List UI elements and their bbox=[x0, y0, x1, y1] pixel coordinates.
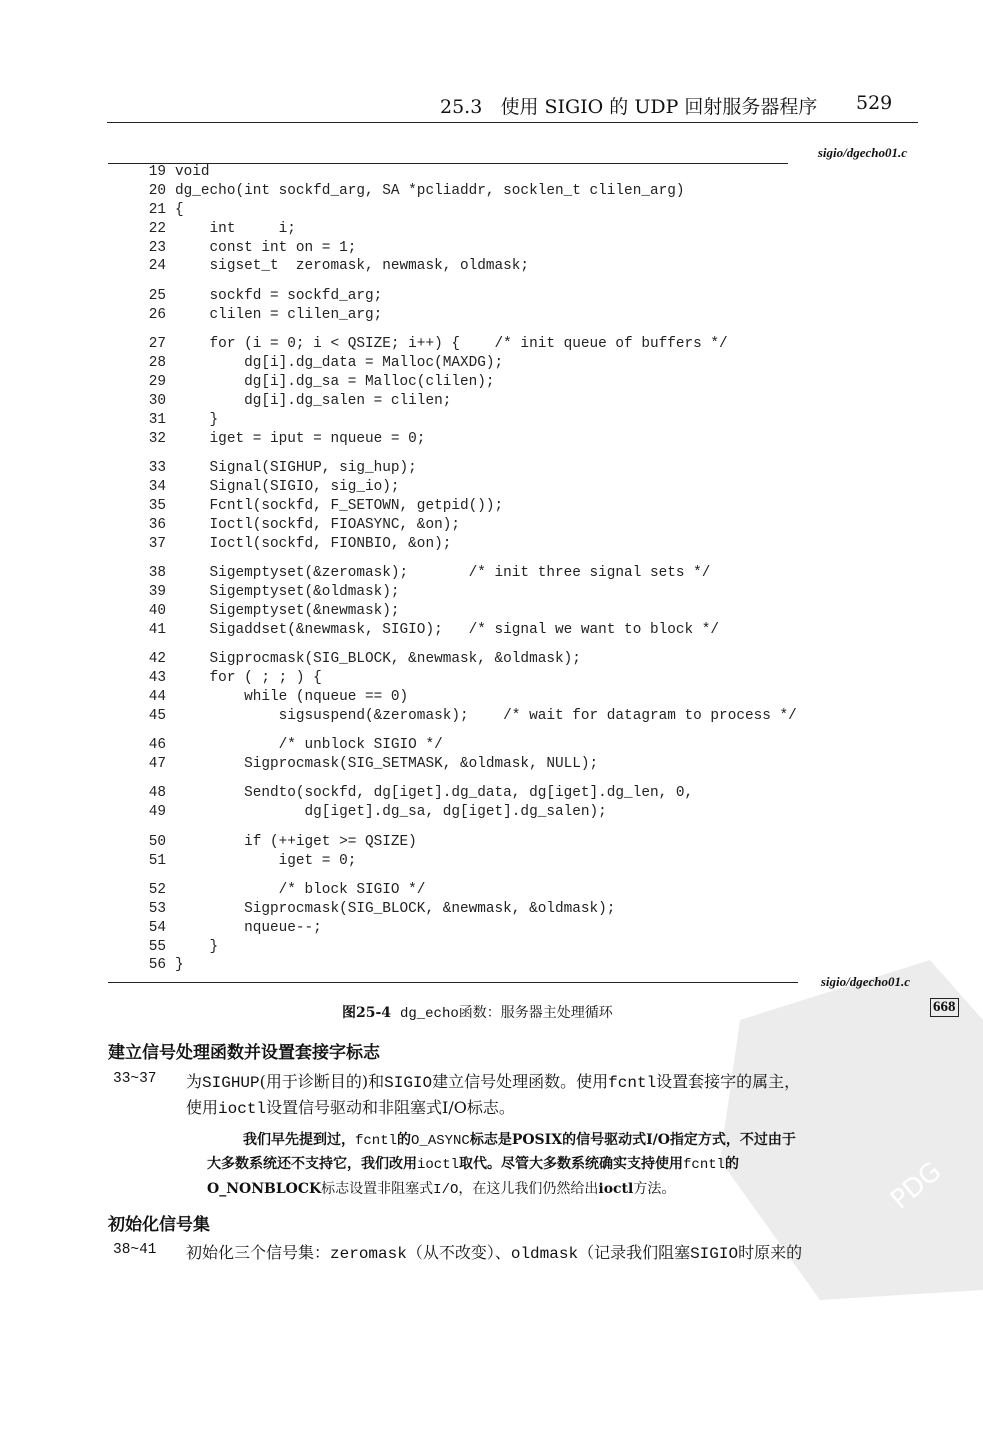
note-line-2 bbox=[207, 1153, 739, 1173]
line-number: 38 bbox=[148, 564, 166, 581]
figure-caption bbox=[342, 1002, 613, 1022]
running-header bbox=[440, 92, 817, 119]
code-line bbox=[140, 459, 797, 478]
line-number: 26 bbox=[148, 306, 166, 323]
code-term: O_ASYNC bbox=[411, 1133, 470, 1149]
line-number: 43 bbox=[148, 669, 166, 686]
line-number: 37 bbox=[148, 535, 166, 552]
line-number: 31 bbox=[148, 411, 166, 428]
section-number: 25.3 bbox=[440, 96, 483, 118]
line-number: 47 bbox=[148, 755, 166, 772]
line-number: 46 bbox=[148, 737, 166, 754]
text-segment: 初始化三个信号集： bbox=[186, 1243, 331, 1262]
figure-label: 图25-4 bbox=[342, 1005, 392, 1021]
code-term: zeromask bbox=[330, 1245, 407, 1263]
code-line bbox=[140, 373, 797, 392]
line-number: 50 bbox=[148, 833, 166, 850]
code-text: sockfd = sockfd_arg; bbox=[175, 287, 383, 304]
code-line bbox=[140, 220, 797, 239]
code-term: ioctl bbox=[417, 1157, 460, 1173]
code-line bbox=[140, 478, 797, 497]
caption-function: dg_echo bbox=[399, 1006, 459, 1022]
code-text: } bbox=[175, 411, 219, 428]
line-number: 41 bbox=[148, 621, 166, 638]
file-label-bottom: sigio/dgecho01.c bbox=[820, 974, 910, 989]
text-segment: 设置套接字的属主， bbox=[656, 1072, 801, 1091]
code-line bbox=[140, 956, 797, 975]
code-line bbox=[140, 411, 797, 430]
caption-text: 函数：服务器主处理循环 bbox=[458, 1005, 613, 1021]
text-segment: 取代。尽管大多数系统确实支持使用 bbox=[459, 1156, 684, 1172]
line-number: 19 bbox=[148, 164, 166, 180]
file-label-top: sigio/dgecho01.c bbox=[817, 145, 907, 160]
code-text: if (++iget >= QSIZE) bbox=[175, 833, 417, 850]
code-term: SIGIO bbox=[690, 1245, 739, 1263]
code-line bbox=[140, 852, 797, 871]
line-number: 22 bbox=[148, 220, 166, 237]
section-heading-1: 建立信号处理函数并设置套接字标志 bbox=[108, 1043, 380, 1063]
line-number: 42 bbox=[148, 650, 166, 667]
code-text: Sigemptyset(&oldmask); bbox=[175, 583, 400, 600]
para-1-line-1 bbox=[186, 1069, 800, 1092]
code-bottom-rule bbox=[108, 982, 798, 983]
line-number: 27 bbox=[148, 336, 166, 353]
text-segment: 我们早先提到过， bbox=[243, 1132, 355, 1148]
line-number: 51 bbox=[148, 852, 166, 869]
header-rule bbox=[107, 122, 918, 123]
code-line bbox=[140, 784, 797, 803]
code-term: fcntl bbox=[608, 1074, 657, 1092]
code-text: dg[i].dg_sa = Malloc(clilen); bbox=[175, 373, 495, 390]
code-term: SIGIO bbox=[384, 1074, 433, 1092]
code-line bbox=[140, 707, 797, 726]
line-number: 52 bbox=[148, 881, 166, 898]
code-text: void bbox=[175, 164, 210, 180]
code-line bbox=[140, 430, 797, 449]
code-line bbox=[140, 919, 797, 938]
code-text: dg[i].dg_salen = clilen; bbox=[175, 392, 452, 409]
text-segment: （记录我们阻塞 bbox=[578, 1243, 691, 1262]
page-number: 529 bbox=[856, 92, 893, 114]
line-number: 32 bbox=[148, 430, 166, 447]
code-text: for ( ; ; ) { bbox=[175, 669, 322, 686]
line-number: 34 bbox=[148, 478, 166, 495]
line-number: 25 bbox=[148, 287, 166, 304]
line-number: 40 bbox=[148, 602, 166, 619]
code-text: int i; bbox=[175, 220, 296, 237]
code-text: Sigaddset(&newmask, SIGIO); /* signal we want to block */ bbox=[175, 621, 720, 638]
code-line bbox=[140, 564, 797, 583]
text-segment: 的 bbox=[397, 1132, 412, 1148]
line-ref-2: 38~41 bbox=[113, 1242, 157, 1258]
code-text: while (nqueue == 0) bbox=[175, 688, 409, 705]
code-term: 方法。 bbox=[633, 1182, 676, 1198]
code-line bbox=[140, 688, 797, 707]
code-line bbox=[140, 621, 797, 640]
code-text: Sigprocmask(SIG_BLOCK, &newmask, &oldmask); bbox=[175, 900, 616, 917]
code-text: Signal(SIGIO, sig_io); bbox=[175, 478, 400, 495]
section-heading-2: 初始化信号集 bbox=[108, 1215, 210, 1235]
text-segment: (用于诊断目的)和 bbox=[259, 1072, 385, 1091]
code-text: Sigprocmask(SIG_BLOCK, &newmask, &oldmask); bbox=[175, 650, 581, 667]
margin-page-ref: 668 bbox=[930, 998, 959, 1017]
code-term: 标志设置非阻塞式I/O，在这儿我们仍然给出 bbox=[321, 1182, 599, 1198]
code-text: for (i = 0; i < QSIZE; i++) { /* init queue of buffers */ bbox=[175, 336, 728, 353]
code-text: Sendto(sockfd, dg[iget].dg_data, dg[iget].dg_len, 0, bbox=[175, 785, 694, 802]
code-line bbox=[140, 257, 797, 276]
line-number: 48 bbox=[148, 785, 166, 802]
code-line bbox=[140, 497, 797, 516]
code-line bbox=[140, 392, 797, 411]
text-segment: 使用 bbox=[186, 1098, 219, 1117]
code-text: Sigemptyset(&zeromask); /* init three signal sets */ bbox=[175, 564, 711, 581]
line-number: 36 bbox=[148, 516, 166, 533]
code-text: dg[i].dg_data = Malloc(MAXDG); bbox=[175, 355, 504, 372]
line-number: 55 bbox=[148, 938, 166, 955]
code-line bbox=[140, 833, 797, 852]
code-line bbox=[140, 602, 797, 621]
code-text: const int on = 1; bbox=[175, 239, 357, 256]
code-text: sigset_t zeromask, newmask, oldmask; bbox=[175, 258, 530, 275]
note-line-1 bbox=[243, 1129, 796, 1149]
code-text: } bbox=[175, 938, 219, 955]
code-text: nqueue--; bbox=[175, 919, 322, 936]
code-line bbox=[140, 335, 797, 354]
line-number: 53 bbox=[148, 900, 166, 917]
code-line bbox=[140, 535, 797, 554]
code-line bbox=[140, 516, 797, 535]
code-term: fcntl bbox=[355, 1133, 398, 1149]
code-line bbox=[140, 306, 797, 325]
line-number: 45 bbox=[148, 707, 166, 724]
line-number: 24 bbox=[148, 258, 166, 275]
line-number: 35 bbox=[148, 497, 166, 514]
code-text: dg[iget].dg_sa, dg[iget].dg_salen); bbox=[175, 804, 607, 821]
code-text: iget = iput = nqueue = 0; bbox=[175, 430, 426, 447]
code-line bbox=[140, 583, 797, 602]
code-term: SIGHUP bbox=[202, 1074, 260, 1092]
section-title: 使用 SIGIO 的 UDP 回射服务器程序 bbox=[500, 96, 818, 118]
text-segment: 建立信号处理函数。使用 bbox=[432, 1072, 609, 1091]
text-segment: ioctl bbox=[598, 1181, 634, 1197]
code-line bbox=[140, 900, 797, 919]
text-segment: 设置信号驱动和非阻塞式I/O标志。 bbox=[266, 1098, 515, 1117]
code-text: /* unblock SIGIO */ bbox=[175, 737, 443, 754]
code-text: /* block SIGIO */ bbox=[175, 881, 426, 898]
code-text: Ioctl(sockfd, FIOASYNC, &on); bbox=[175, 516, 460, 533]
line-number: 30 bbox=[148, 392, 166, 409]
text-segment: 的 bbox=[725, 1156, 740, 1172]
code-line bbox=[140, 287, 797, 306]
code-line bbox=[140, 201, 797, 220]
code-term: ioctl bbox=[218, 1100, 267, 1118]
text-segment: 大多数系统还不支持它，我们改用 bbox=[207, 1156, 417, 1172]
para-2-line-1 bbox=[186, 1240, 802, 1263]
code-term: fcntl bbox=[683, 1157, 726, 1173]
text-segment: 时原来的 bbox=[738, 1243, 803, 1262]
line-number: 39 bbox=[148, 583, 166, 600]
code-text: } bbox=[175, 957, 184, 974]
code-line bbox=[140, 163, 797, 182]
code-line bbox=[140, 354, 797, 373]
code-listing bbox=[140, 163, 797, 975]
line-number: 44 bbox=[148, 688, 166, 705]
line-ref-1: 33~37 bbox=[113, 1071, 157, 1087]
text-segment: （从不改变）、 bbox=[406, 1243, 511, 1262]
code-text: sigsuspend(&zeromask); /* wait for datagram to process */ bbox=[175, 707, 797, 724]
code-line bbox=[140, 182, 797, 201]
code-text: { bbox=[175, 201, 184, 218]
line-number: 54 bbox=[148, 919, 166, 936]
line-number: 21 bbox=[148, 201, 166, 218]
code-text: dg_echo(int sockfd_arg, SA *pcliaddr, socklen_t clilen_arg) bbox=[175, 182, 685, 199]
line-number: 28 bbox=[148, 355, 166, 372]
note-line-3 bbox=[207, 1178, 675, 1198]
watermark-text: PDG bbox=[885, 1156, 948, 1216]
para-1-line-2 bbox=[186, 1095, 515, 1118]
code-term: oldmask bbox=[510, 1245, 579, 1263]
line-number: 23 bbox=[148, 239, 166, 256]
code-text: clilen = clilen_arg; bbox=[175, 306, 383, 323]
code-line bbox=[140, 881, 797, 900]
code-line bbox=[140, 736, 797, 755]
code-line bbox=[140, 803, 797, 822]
text-segment: 为 bbox=[186, 1072, 203, 1091]
code-text: iget = 0; bbox=[175, 852, 357, 869]
line-number: 29 bbox=[148, 373, 166, 390]
code-line bbox=[140, 938, 797, 957]
line-number: 49 bbox=[148, 804, 166, 821]
code-line bbox=[140, 650, 797, 669]
code-text: Signal(SIGHUP, sig_hup); bbox=[175, 459, 417, 476]
code-text: Sigemptyset(&newmask); bbox=[175, 602, 400, 619]
line-number: 56 bbox=[148, 957, 166, 974]
code-text: Ioctl(sockfd, FIONBIO, &on); bbox=[175, 535, 452, 552]
text-segment: O_NONBLOCK bbox=[207, 1181, 322, 1197]
text-segment: 标志是POSIX的信号驱动式I/O指定方式，不过由于 bbox=[469, 1132, 796, 1148]
code-text: Fcntl(sockfd, F_SETOWN, getpid()); bbox=[175, 497, 504, 514]
line-number: 20 bbox=[148, 182, 166, 199]
code-line bbox=[140, 239, 797, 258]
line-number: 33 bbox=[148, 459, 166, 476]
code-line bbox=[140, 669, 797, 688]
code-text: Sigprocmask(SIG_SETMASK, &oldmask, NULL); bbox=[175, 755, 599, 772]
code-line bbox=[140, 755, 797, 774]
